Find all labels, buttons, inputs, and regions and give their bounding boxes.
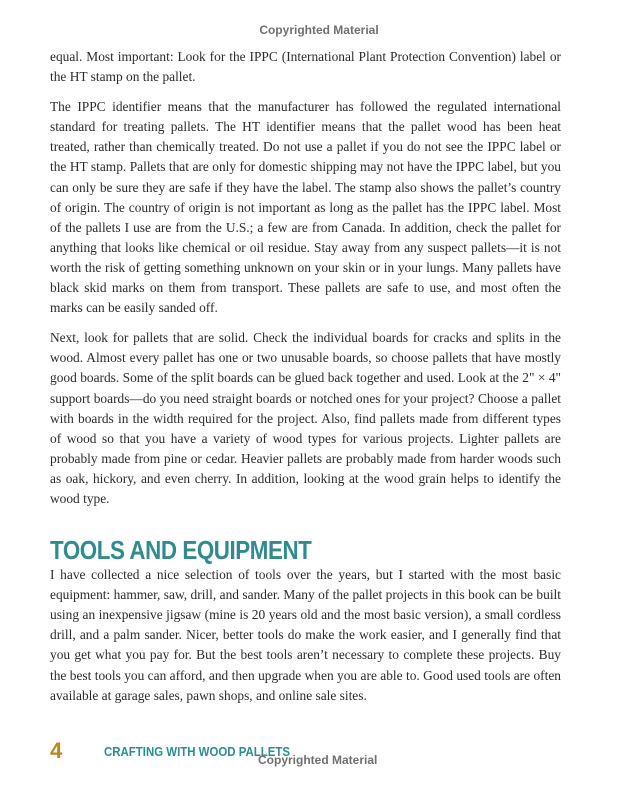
copyright-notice-bottom: Copyrighted Material	[258, 753, 378, 767]
page-content	[50, 47, 561, 716]
running-title: CRAFTING WITH WOOD PALLETS	[104, 744, 290, 759]
section-paragraph: I have collected a nice selection of tools over the years, but I started with the most basic equipment: hammer, saw, drill, and sander. Many of the pallet projects in this book can be built using an inexpensive jigsaw (mine is 20 years old and the most basic version), a small cordless drill, and a palm sander. Nicer, better tools do make the work easier, and I generally find that you get what you pay for. But the best tools aren’t necessary to complete these projects. Buy the best tools you can afford, and then upgrade when you are able to. Good used tools are often available at garage sales, pawn shops, and online sale sites.	[50, 567, 561, 703]
page-number: 4	[50, 738, 63, 763]
page-footer	[50, 738, 590, 768]
body-paragraph-1: equal. Most important: Look for the IPPC (International Plant Protection Convention) label or the HT stamp on the pallet.	[50, 49, 561, 85]
body-paragraph-2: The IPPC identifier means that the manufacturer has followed the regulated international standard for treating pallets. The HT identifier means that the pallet wood has been heat treated, rather than chemically treated. Do not use a pallet if you do not see the IPPC label or the HT stamp. Pallets that are only for domestic shipping may not have the IPPC label, but you can only be sure they are safe if they have the label. The stamp also shows the pallet’s country of origin. The country of origin is not important as long as the pallet has the IPPC label. Most of the pallets I use are from the U.S.; a few are from Canada. In addition, check the pallet for anything that looks like chemical or oil residue. Stay away from any suspect pallets—it is not worth the risk of getting something unknown on your skin or in your lungs. Many pallets have black skid marks on them from transport. These pallets are safe to use, and most often the marks can be easily sanded off.	[50, 99, 561, 316]
copyright-notice-top: Copyrighted Material	[259, 23, 379, 37]
section-heading-tools-and-equipment: TOOLS AND EQUIPMENT	[50, 535, 312, 566]
body-paragraph-3: Next, look for pallets that are solid. Check the individual boards for cracks and splits in the wood. Almost every pallet has one or two unusable boards, so choose pallets that have mostly good boards. Some of the split boards can be glued back together and used. Look at the 2" × 4" support boards—do you need straight boards or notched ones for your project? Choose a pallet with boards in the width required for the project. Also, find pallets made from different types of wood so that you have a variety of wood types for various projects. Lighter pallets are probably made from pine or cedar. Heavier pallets are probably made from harder woods such as oak, hickory, and even cherry. In addition, looking at the wood grain helps to identify the wood type.	[50, 330, 561, 506]
